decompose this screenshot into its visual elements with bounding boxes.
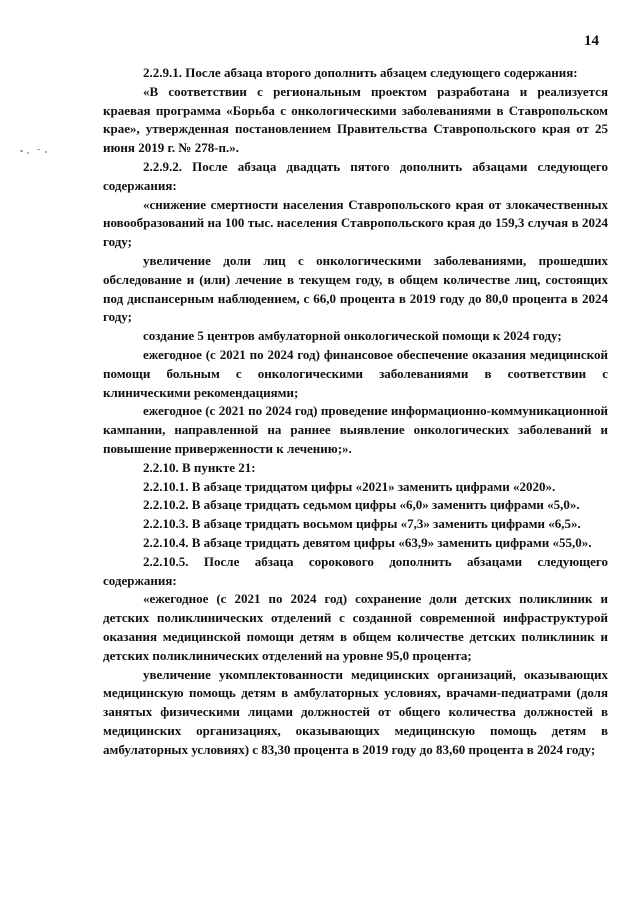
paragraph: увеличение доли лиц с онкологическими заболеваниями, прошедших обследование и (или) лечение в текущем году, в общем количестве лиц, состоящих под диспансерным наблюдением, с 66,0 процента в 2019 году до 80,0 процента в 2024 году; bbox=[103, 252, 608, 325]
scan-artifact bbox=[27, 152, 29, 154]
paragraph: 2.2.10.1. В абзаце тридцатом цифры «2021» заменить цифрами «2020». bbox=[143, 478, 556, 494]
paragraph: 2.2.10.2. В абзаце тридцать седьмом цифры «6,0» заменить цифрами «5,0». bbox=[143, 497, 580, 513]
scan-artifact bbox=[37, 149, 40, 150]
paragraph: 2.2.10.4. В абзаце тридцать девятом цифры «63,9» заменить цифрами «55,0». bbox=[143, 534, 592, 550]
paragraph: 2.2.9.2. После абзаца двадцать пятого дополнить абзацами следующего содержания: bbox=[103, 158, 608, 193]
scan-artifact bbox=[45, 151, 47, 153]
paragraph: «В соответствии с региональным проектом разработана и реализуется краевая программа «Борьба с онкологическими заболеваниями в Ставропольском крае», утвержденная постановлением Правительства Ставропольского края от 25 июня 2019 г. № 278-п.». bbox=[103, 83, 608, 156]
document-body bbox=[103, 64, 608, 759]
paragraph: 2.2.10.5. После абзаца сорокового дополнить абзацами следующего содержания: bbox=[103, 553, 608, 588]
paragraph: увеличение укомплектованности медицинских организаций, оказывающих медицинскую помощь детям в амбулаторных условиях, врачами-педиатрами (доля занятых физическими лицами должностей от общего количества должностей в медицинских организациях, оказывающих медицинскую помощь детям в амбулаторных условиях) с 83,30 процента в 2019 году до 83,60 процента в 2024 году; bbox=[103, 666, 608, 757]
paragraph: «ежегодное (с 2021 по 2024 год) сохранение доли детских поликлиник и детских поликлинических отделений с созданной современной инфраструктурой оказания медицинской помощи детям в общем количестве детских поликлиник и детских поликлинических отделений на уровне 95,0 процента; bbox=[103, 591, 608, 663]
paragraph: 2.2.10.3. В абзаце тридцать восьмом цифры «7,3» заменить цифрами «6,5». bbox=[143, 516, 581, 532]
paragraph: «снижение смертности населения Ставропольского края от злокачественных новообразований на 100 тыс. населения Ставропольского края до 159,3 случая в 2024 году; bbox=[103, 196, 608, 250]
scan-artifact bbox=[20, 150, 23, 152]
paragraph: создание 5 центров амбулаторной онкологической помощи к 2024 году; bbox=[143, 328, 562, 344]
paragraph: 2.2.9.1. После абзаца второго дополнить абзацем следующего содержания: bbox=[143, 65, 578, 80]
paragraph: ежегодное (с 2021 по 2024 год) финансовое обеспечение оказания медицинской помощи больным с онкологическими заболеваниями в соответствии с клиническими рекомендациями; bbox=[103, 346, 608, 400]
paragraph: ежегодное (с 2021 по 2024 год) проведение информационно-коммуникационной кампании, направленной на раннее выявление онкологических заболеваний и повышение приверженности к лечению;». bbox=[103, 403, 608, 456]
paragraph: 2.2.10. В пункте 21: bbox=[143, 459, 256, 475]
page-number: 14 bbox=[584, 33, 599, 49]
